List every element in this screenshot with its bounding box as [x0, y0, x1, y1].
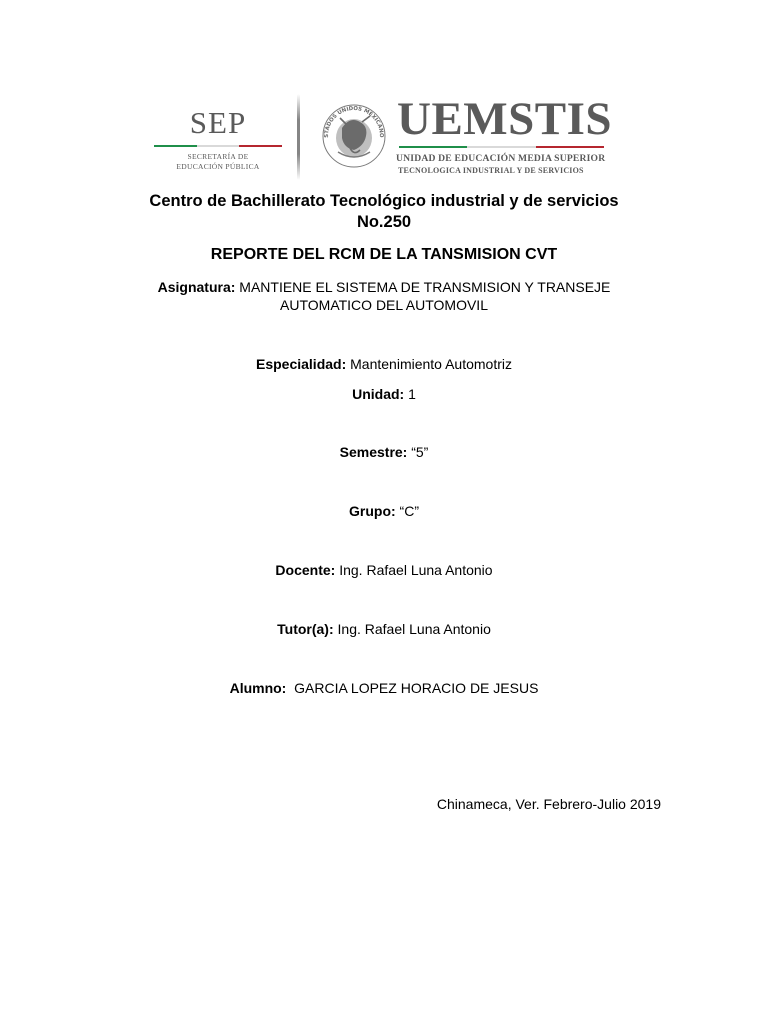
- grupo-value: “C”: [399, 503, 419, 519]
- asignatura-field: [0, 278, 768, 314]
- place-date: Chinameca, Ver. Febrero-Julio 2019: [436, 796, 661, 812]
- docente-label: Docente:: [275, 562, 336, 578]
- school-name-line2: No.250: [356, 213, 412, 231]
- uemstis-logo-word: UEMSTIS: [397, 93, 613, 145]
- especialidad-label: Especialidad:: [255, 356, 347, 372]
- semestre-field: [0, 444, 768, 460]
- especialidad-field: [0, 356, 768, 372]
- docente-field: [0, 562, 768, 578]
- alumno-label: Alumno:: [229, 680, 287, 696]
- logo-divider: [297, 94, 300, 180]
- tutor-field: [0, 621, 768, 637]
- tutor-value: Ing. Rafael Luna Antonio: [337, 621, 491, 637]
- stripe-red: [239, 145, 282, 147]
- uemstis-subtitle-line2: TECNOLOGICA INDUSTRIAL Y DE SERVICIOS: [398, 166, 584, 175]
- grupo-field: [0, 503, 768, 519]
- semestre-label: Semestre:: [339, 444, 408, 460]
- asignatura-label: Asignatura:: [157, 279, 236, 295]
- report-title: REPORTE DEL RCM DE LA TANSMISION CVT: [210, 246, 558, 263]
- sep-subtitle-line1: SECRETARÍA DE: [187, 152, 249, 161]
- docente-value: Ing. Rafael Luna Antonio: [339, 562, 493, 578]
- asignatura-value-line1: MANTIENE EL SISTEMA DE TRANSMISION Y TRANSEJE: [239, 279, 611, 295]
- header-logos: [150, 92, 620, 184]
- alumno-field: [0, 680, 768, 696]
- grupo-label: Grupo:: [349, 503, 396, 519]
- stripe-white: [197, 145, 240, 147]
- uemstis-subtitle-line1: UNIDAD DE EDUCACIÓN MEDIA SUPERIOR: [396, 153, 606, 164]
- unidad-field: [0, 386, 768, 402]
- seal-text: STADOS UNIDOS MEXICANO: [323, 105, 385, 138]
- uemstis-logo-stripe: [399, 146, 604, 148]
- sep-logo-word: SEP: [189, 105, 247, 140]
- asignatura-value-line2: AUTOMATICO DEL AUTOMOVIL: [280, 297, 488, 313]
- mexico-seal-icon: [320, 98, 388, 170]
- sep-logo-subtitle: [152, 152, 284, 172]
- sep-logo-stripe: [154, 145, 282, 147]
- stripe-green: [154, 145, 197, 147]
- unidad-label: Unidad:: [352, 386, 405, 402]
- sep-subtitle-line2: EDUCACIÓN PÚBLICA: [176, 162, 260, 171]
- tutor-label: Tutor(a):: [277, 621, 334, 637]
- unidad-value: 1: [408, 386, 416, 402]
- stripe-green: [399, 146, 467, 148]
- stripe-red: [536, 146, 604, 148]
- school-name-line1: Centro de Bachillerato Tecnológico industrial y de servicios: [149, 192, 619, 210]
- alumno-value: GARCIA LOPEZ HORACIO DE JESUS: [294, 680, 539, 696]
- school-name: [0, 191, 768, 233]
- especialidad-value: Mantenimiento Automotriz: [350, 356, 512, 372]
- stripe-white: [467, 146, 535, 148]
- sep-logo: [152, 106, 284, 170]
- semestre-value: “5”: [411, 444, 429, 460]
